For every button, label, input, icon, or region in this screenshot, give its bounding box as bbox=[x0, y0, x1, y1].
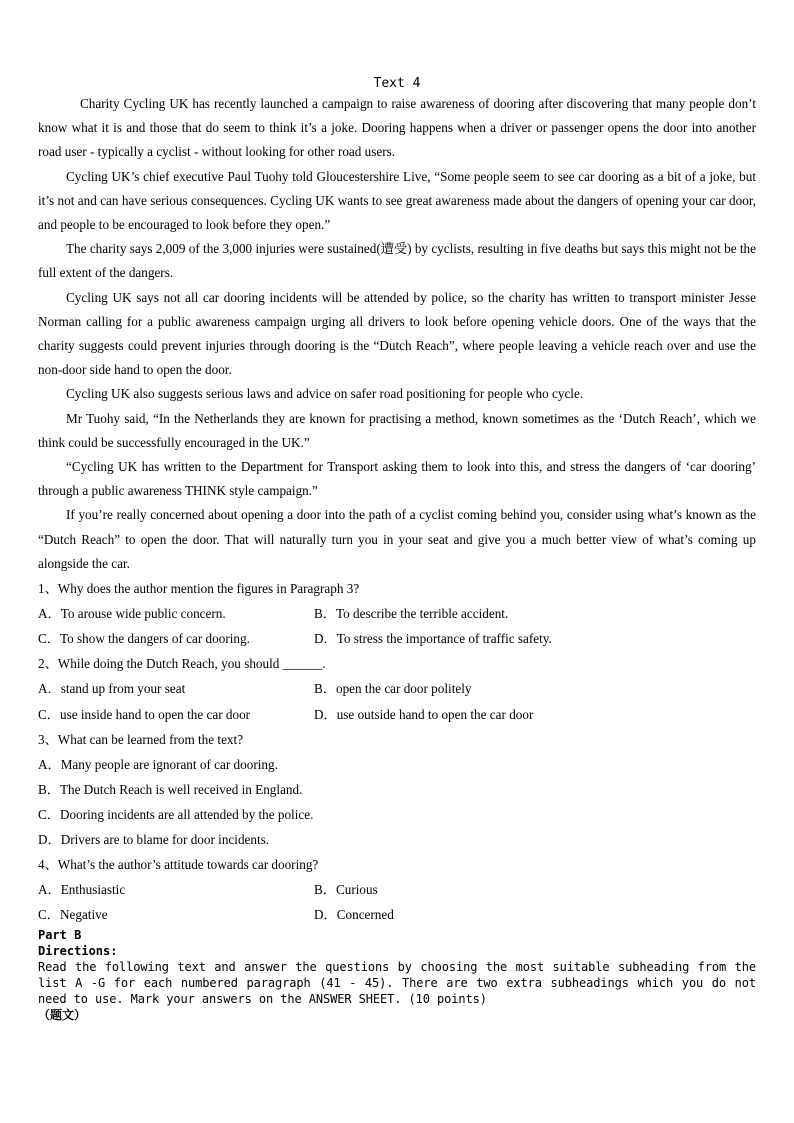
option-d: D．use outside hand to open the car door bbox=[314, 706, 534, 722]
option-c: C．Dooring incidents are all attended by the police. bbox=[38, 806, 314, 822]
option-a: A．stand up from your seat bbox=[38, 681, 186, 697]
question-stem: 1、Why does the author mention the figures in Paragraph 3? bbox=[38, 581, 360, 597]
option-a: A．To arouse wide public concern. bbox=[38, 606, 226, 622]
option-b: B．The Dutch Reach is well received in England. bbox=[38, 781, 303, 797]
passage-paragraph: If you’re really concerned about opening a door into the path of a cyclist coming behind you, consider using what’s known as the “Dutch Reach” to open the door. That will naturally turn you in your seat and give you a much better view of what’s coming up alongside the car. bbox=[38, 507, 756, 571]
question-3 bbox=[38, 727, 756, 852]
passage-paragraph: Charity Cycling UK has recently launched a campaign to raise awareness of dooring after discovering that many people don’t know what it is and those that do seem to think it’s a joke. Dooring happens when a driver or passenger opens the door into another road user - typically a cyclist - without looking for other road users. bbox=[38, 96, 756, 160]
part-b-section bbox=[38, 927, 756, 1023]
passage-paragraph: Cycling UK’s chief executive Paul Tuohy told Gloucestershire Live, “Some people seem to see car dooring as a bit of a joke, but it’s not and can have serious consequences. Cycling UK wants to see great awareness made about the dangers of opening your car door, and people to be encouraged to look before they open.” bbox=[38, 168, 756, 233]
passage-paragraph: The charity says 2,009 of the 3,000 injuries were sustained(遭受) by cyclists, resulting in five deaths but says this might not be the full extent of the dangers. bbox=[38, 241, 756, 281]
part-b-heading: Part B bbox=[38, 928, 82, 943]
option-c: C．Negative bbox=[38, 907, 108, 923]
option-b: B．open the car door politely bbox=[314, 681, 472, 697]
option-d: D．Concerned bbox=[314, 907, 394, 923]
passage-paragraph: Mr Tuohy said, “In the Netherlands they are known for practising a method, known sometimes as the ‘Dutch Reach’, which we think could be successfully encouraged in the UK.” bbox=[38, 410, 756, 450]
option-b: B．To describe the terrible accident. bbox=[314, 606, 509, 622]
question-stem: 2、While doing the Dutch Reach, you should ______. bbox=[38, 656, 326, 672]
option-a: A．Many people are ignorant of car dooring. bbox=[38, 756, 278, 772]
passage-paragraph: Cycling UK says not all car dooring incidents will be attended by police, so the charity has written to transport minister Jesse Norman calling for a public awareness campaign urging all drivers to look before opening vehicle doors. One of the ways that the charity suggests could prevent injuries through dooring is the “Dutch Reach”, where people leaving a vehicle reach over and use the non-door side hand to open the door. bbox=[38, 289, 756, 378]
question-stem: 3、What can be learned from the text? bbox=[38, 731, 244, 747]
question-stem: 4、What’s the author’s attitude towards car dooring? bbox=[38, 857, 319, 873]
passage-paragraph: Cycling UK also suggests serious laws and advice on safer road positioning for people who cycle. bbox=[66, 386, 584, 402]
document-page bbox=[38, 76, 756, 1023]
option-b: B．Curious bbox=[314, 882, 378, 898]
question-2 bbox=[38, 651, 756, 726]
option-c: C．use inside hand to open the car door bbox=[38, 706, 251, 722]
directions-label: Directions: bbox=[38, 944, 118, 959]
question-text-placeholder: （题文） bbox=[38, 1008, 87, 1023]
directions-text: Read the following text and answer the questions by choosing the most suitable subheading from the list A -G for each numbered paragraph (41 - 45). There are two extra subheadings which you do not need to use. Mark your answers on the ANSWER SHEET. (10 points) bbox=[38, 960, 756, 1007]
question-4 bbox=[38, 852, 756, 927]
question-1 bbox=[38, 576, 756, 651]
text-title: Text 4 bbox=[373, 76, 421, 91]
option-c: C．To show the dangers of car dooring. bbox=[38, 631, 250, 647]
passage bbox=[38, 92, 756, 576]
option-d: D．Drivers are to blame for door incidents. bbox=[38, 832, 270, 847]
passage-paragraph: “Cycling UK has written to the Department for Transport asking them to look into this, and stress the dangers of ‘car dooring’ through a public awareness THINK style campaign.” bbox=[38, 459, 756, 499]
option-d: D．To stress the importance of traffic safety. bbox=[314, 631, 552, 647]
option-a: A．Enthusiastic bbox=[38, 882, 126, 898]
